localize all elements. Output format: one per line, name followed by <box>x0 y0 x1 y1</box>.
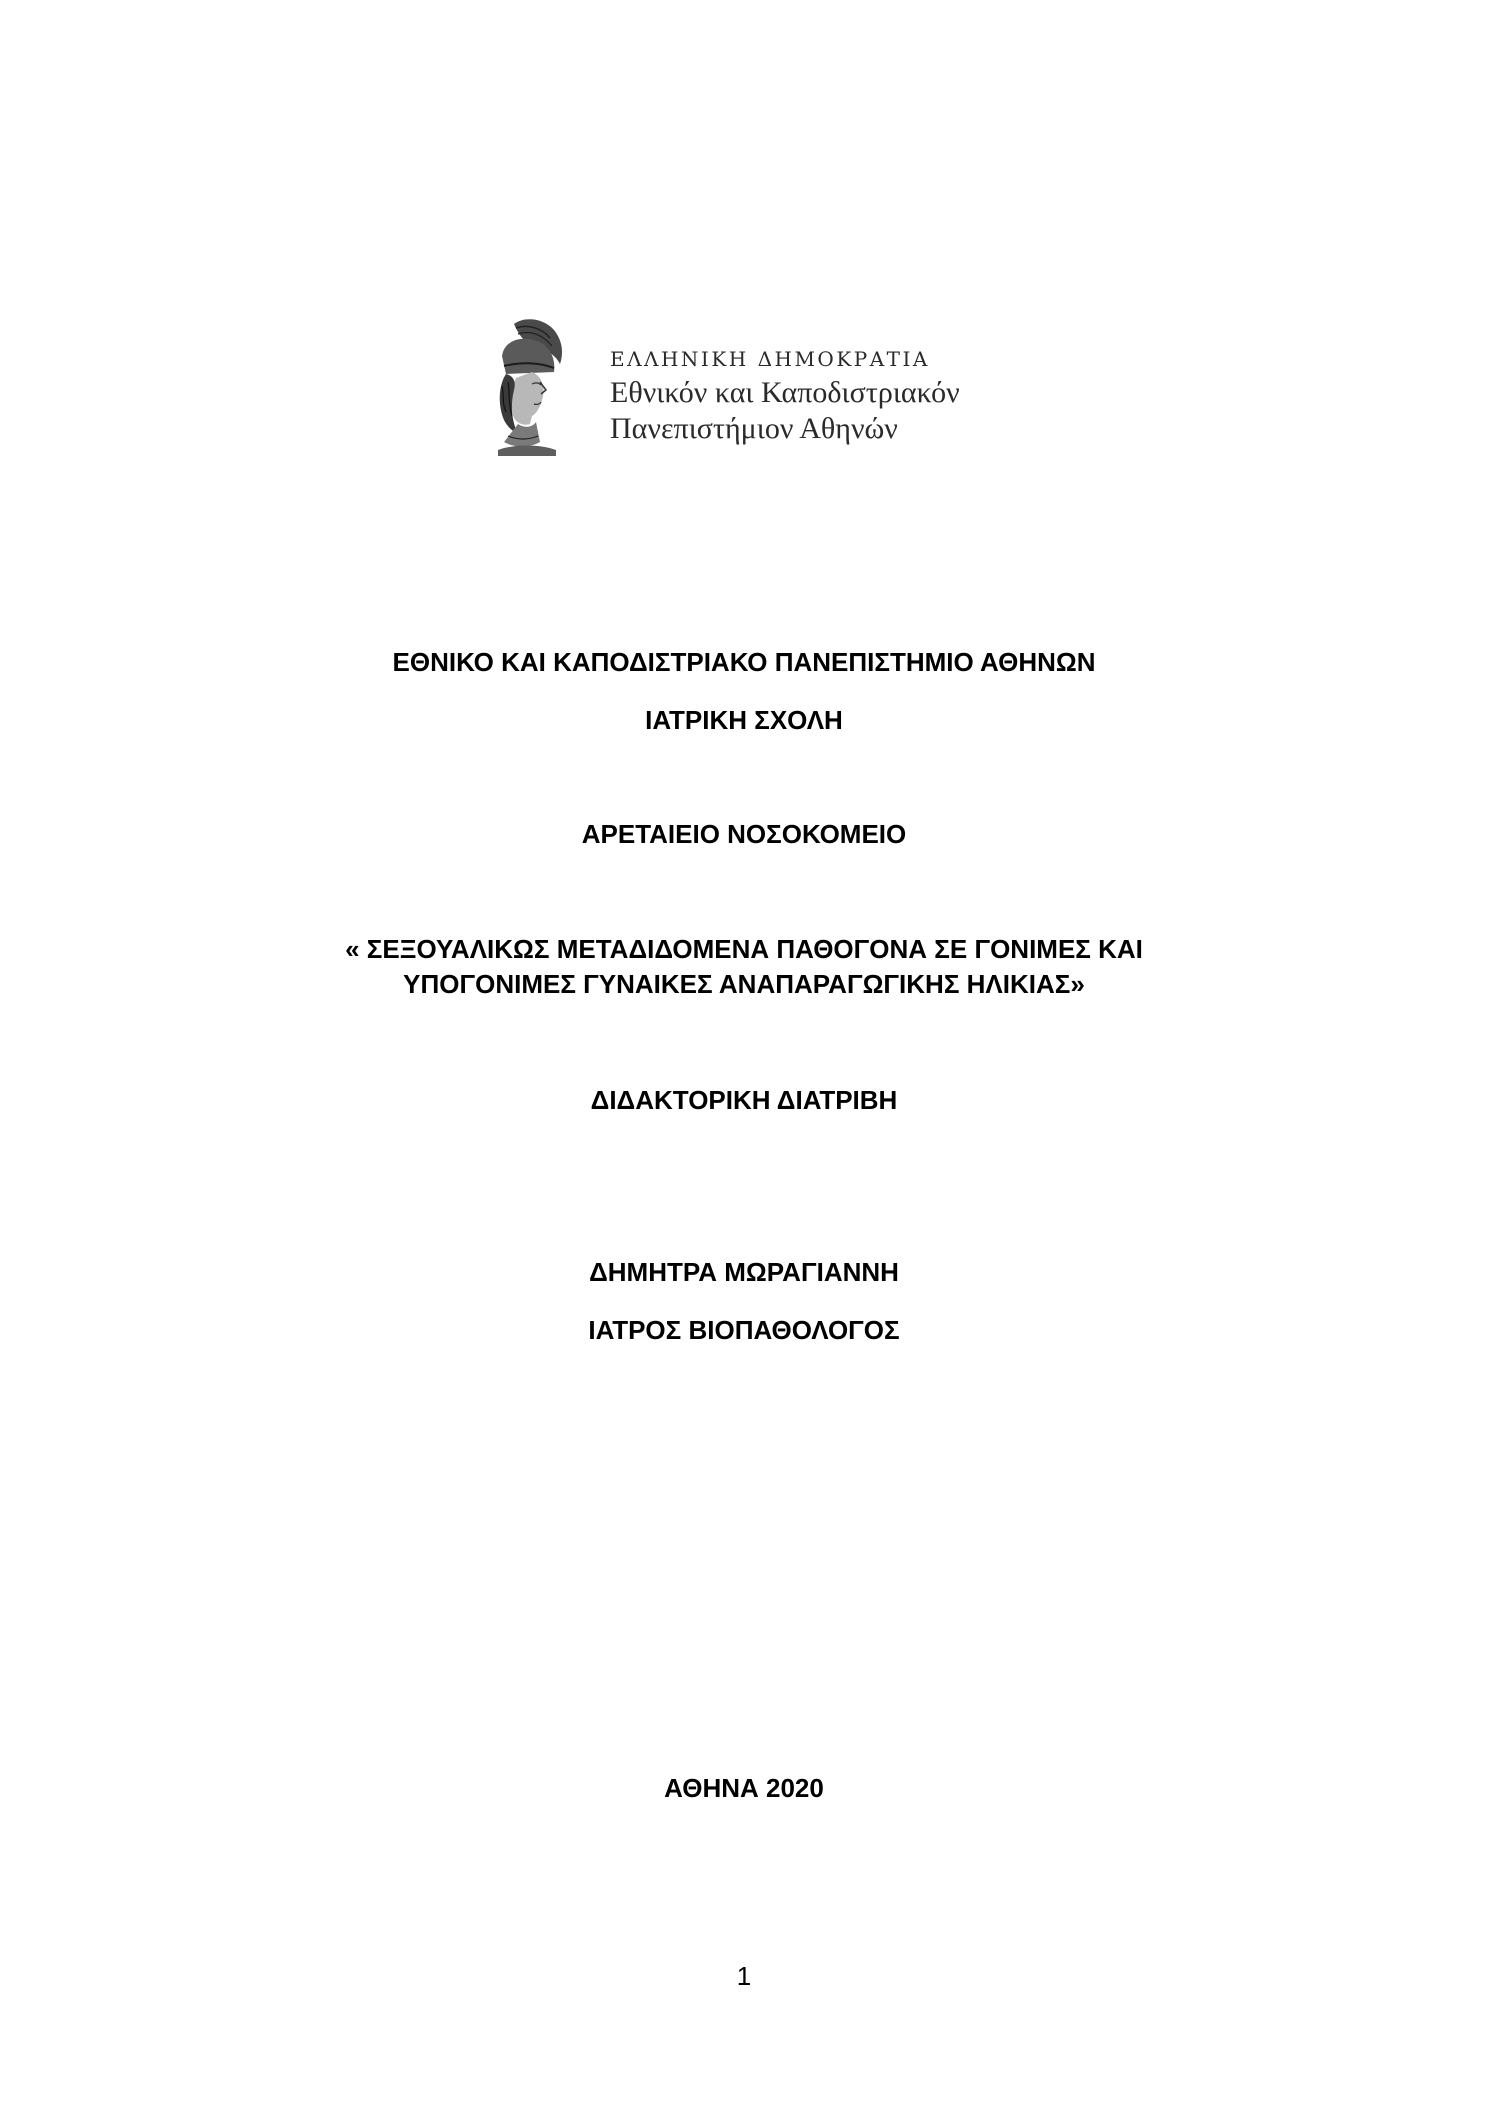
thesis-title-line-2: ΥΠΟΓΟΝΙΜΕΣ ΓΥΝΑΙΚΕΣ ΑΝΑΠΑΡΑΓΩΓΙΚΗΣ ΗΛΙΚΙΑΣ» <box>403 969 1085 999</box>
place-year: ΑΘΗΝΑ 2020 <box>664 1773 824 1803</box>
author-name: ΔΗΜΗΤΡΑ ΜΩΡΑΓΙΑΝΝΗ <box>589 1257 899 1287</box>
logo-line-republic: ΕΛΛΗΝΙΚΗ ΔΗΜΟΚΡΑΤΙΑ <box>610 347 930 371</box>
thesis-title-line-1: « ΣΕΞΟΥΑΛΙΚΩΣ ΜΕΤΑΔΙΔΟΜΕΝΑ ΠΑΘΟΓΟΝΑ ΣΕ ΓΟΝΙΜΕΣ ΚΑΙ <box>345 934 1143 964</box>
author-title: ΙΑΤΡΟΣ ΒΙΟΠΑΘΟΛΟΓΟΣ <box>588 1315 900 1345</box>
logo-line-university: Εθνικόν και Καποδιστριακόν <box>610 376 960 409</box>
page-number: 1 <box>736 1961 752 1991</box>
school-heading: ΙΑΤΡΙΚΗ ΣΧΟΛΗ <box>645 705 843 735</box>
hospital-heading: ΑΡΕΤΑΙΕΙΟ ΝΟΣΟΚΟΜΕΙΟ <box>581 819 907 849</box>
university-logo <box>484 312 1014 462</box>
logo-text <box>610 348 960 446</box>
logo-line-athens: Πανεπιστήμιον Αθηνών <box>610 412 898 445</box>
thesis-type: ΔΙΔΑΚΤΟΡΙΚΗ ΔΙΑΤΡΙΒΗ <box>590 1085 898 1115</box>
university-heading: ΕΘΝΙΚΟ ΚΑΙ ΚΑΠΟΔΙΣΤΡΙΑΚΟ ΠΑΝΕΠΙΣΤΗΜΙΟ ΑΘΗΝΩΝ <box>392 647 1096 677</box>
athena-head-icon <box>484 316 570 456</box>
